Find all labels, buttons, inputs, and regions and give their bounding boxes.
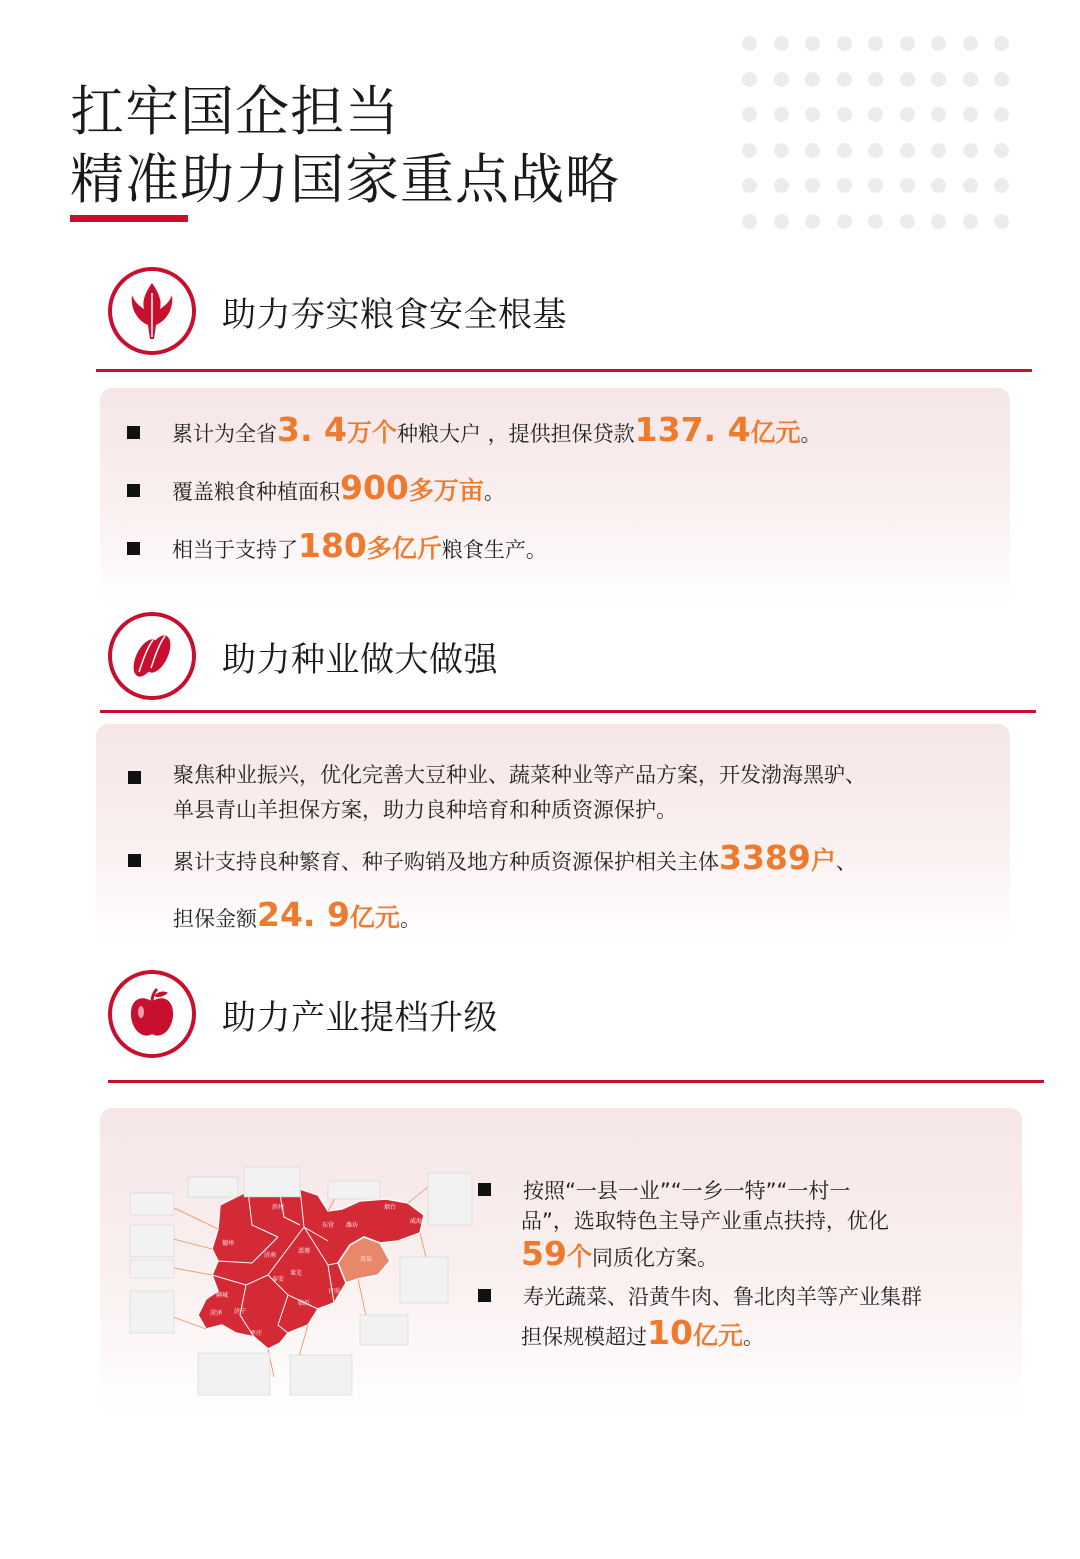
decorative-dot — [963, 72, 978, 87]
map-region-label: 济宁 — [233, 1308, 247, 1315]
decorative-dot — [837, 72, 852, 87]
bullet-square-icon — [128, 771, 141, 784]
map-region-label: 莱芜 — [289, 1270, 303, 1277]
decorative-dot — [868, 143, 883, 158]
section-divider — [108, 1080, 1044, 1083]
decorative-dot — [742, 143, 757, 158]
title-line-2: 精准助力国家重点战略 — [70, 148, 620, 211]
map-region-label: 德州 — [221, 1240, 235, 1247]
highlight-number: 59 — [521, 1234, 567, 1273]
decorative-dot — [774, 36, 789, 51]
bullet-text: 累计为全省 — [172, 422, 277, 446]
section-title: 助力种业做大做强 — [222, 639, 498, 680]
highlight-number: 137. 4 — [634, 410, 751, 449]
decorative-dot — [994, 72, 1009, 87]
decorative-dot — [868, 36, 883, 51]
bullet-square-icon — [127, 542, 140, 555]
highlight-number: 10 — [647, 1313, 693, 1352]
decorative-dot — [805, 72, 820, 87]
section-industry-upgrade-header — [108, 970, 498, 1058]
map-region-label: 淄博 — [297, 1248, 311, 1255]
section-divider — [96, 369, 1032, 372]
decorative-dot — [994, 143, 1009, 158]
highlight-number: 180 — [298, 526, 367, 565]
map-region-label: 烟台 — [383, 1204, 397, 1211]
bullet-item — [127, 468, 505, 507]
decorative-dot — [963, 178, 978, 193]
decorative-dot — [931, 36, 946, 51]
bullet-text: 寿光蔬菜、沿黄牛肉、鲁北肉羊等产业集群 — [523, 1285, 922, 1309]
bullet-square-icon — [128, 854, 141, 867]
decorative-dot — [805, 143, 820, 158]
bullet-text: 、 — [835, 850, 857, 874]
bullet-text: 担保规模超过 — [521, 1325, 647, 1349]
map-region-label: 临沂 — [297, 1300, 311, 1307]
map-region-label: 泰安 — [271, 1276, 285, 1283]
decorative-dot — [837, 143, 852, 158]
bullet-item — [478, 1175, 850, 1205]
decorative-dot — [774, 214, 789, 229]
decorative-dot — [868, 214, 883, 229]
title-line-1: 扛牢国企担当 — [70, 80, 400, 143]
highlight-unit: 万个 — [346, 418, 397, 447]
decorative-dot — [868, 178, 883, 193]
highlight-unit: 多万亩 — [408, 476, 484, 505]
decorative-dot — [963, 36, 978, 51]
bullet-text: 。 — [800, 422, 822, 446]
map-region-label: 聊城 — [215, 1292, 229, 1299]
decorative-dot — [805, 36, 820, 51]
bullet-text: 按照“一县一业”“一乡一特”“一村一 — [523, 1179, 851, 1203]
apple-icon — [108, 970, 196, 1058]
map-region-label: 青岛 — [359, 1256, 373, 1263]
decorative-dot — [868, 107, 883, 122]
bullet-text: 担保金额 — [173, 907, 257, 931]
bullet-text: 覆盖粮食种植面积 — [172, 480, 340, 504]
decorative-dot — [868, 72, 883, 87]
bullet-item-continuation — [173, 895, 421, 934]
decorative-dot — [931, 178, 946, 193]
decorative-dot — [900, 107, 915, 122]
bullet-item-continuation — [521, 1313, 764, 1352]
bullet-square-icon — [127, 426, 140, 439]
map-region-label: 东营 — [321, 1222, 335, 1229]
decorative-dot — [742, 36, 757, 51]
decorative-dot — [774, 143, 789, 158]
bullet-square-icon — [127, 484, 140, 497]
bullet-text: 粮食生产。 — [441, 538, 547, 562]
bullet-item — [478, 1281, 922, 1311]
decorative-dot — [931, 214, 946, 229]
bullet-text: 累计支持良种繁育、种子购销及地方种质资源保护相关主体 — [173, 850, 719, 874]
decorative-dot — [837, 178, 852, 193]
bullet-item — [128, 838, 857, 877]
bullet-item — [128, 758, 988, 828]
bullet-item-continuation — [521, 1234, 718, 1273]
map-region-label: 威海 — [409, 1218, 423, 1225]
decorative-dot — [774, 72, 789, 87]
map-region-label: 潍坊 — [345, 1222, 359, 1229]
decorative-dot — [931, 143, 946, 158]
decorative-dot — [742, 107, 757, 122]
decorative-dot — [805, 107, 820, 122]
decorative-dot — [742, 214, 757, 229]
decorative-dot — [805, 178, 820, 193]
highlight-unit: 户 — [810, 846, 836, 875]
page-title — [70, 78, 620, 214]
shandong-industry-map — [128, 1165, 473, 1400]
bullet-text: 。 — [742, 1325, 764, 1349]
decorative-dot — [931, 72, 946, 87]
highlight-number: 900 — [340, 468, 409, 507]
bullet-item-continuation — [521, 1205, 889, 1235]
highlight-number: 3. 4 — [277, 410, 347, 449]
wheat-leaf-icon — [108, 267, 196, 355]
bullet-item — [127, 526, 547, 565]
decorative-dot — [900, 178, 915, 193]
title-underline — [70, 215, 188, 222]
decorative-dot — [994, 214, 1009, 229]
decorative-dot — [774, 178, 789, 193]
decorative-dot — [994, 36, 1009, 51]
bullet-text: 。 — [399, 907, 421, 931]
decorative-dot — [805, 214, 820, 229]
decorative-dot — [963, 107, 978, 122]
bullet-text: 相当于支持了 — [172, 538, 298, 562]
section-title: 助力夯实粮食安全根基 — [222, 294, 567, 335]
decorative-dot — [900, 143, 915, 158]
section-title: 助力产业提档升级 — [222, 997, 498, 1038]
bullet-text: 品”，选取特色主导产业重点扶持，优化 — [521, 1209, 889, 1233]
bullet-text: 聚焦种业振兴，优化完善大豆种业、蔬菜种业等产品方案，开发渤海黑驴、 — [173, 763, 866, 787]
decorative-dot-grid — [742, 36, 1022, 232]
bullet-text: 。 — [483, 480, 505, 504]
bullet-text: 同质化方案。 — [591, 1246, 718, 1270]
decorative-dot — [994, 178, 1009, 193]
map-region-label: 日照 — [327, 1288, 341, 1295]
section-divider — [100, 710, 1036, 713]
highlight-unit: 多亿斤 — [366, 534, 442, 563]
decorative-dot — [963, 143, 978, 158]
map-region-label: 菏泽 — [209, 1310, 223, 1317]
highlight-number: 24. 9 — [257, 895, 350, 934]
seeds-icon — [108, 612, 196, 700]
decorative-dot — [837, 107, 852, 122]
section-seed-industry-header — [108, 612, 498, 700]
bullet-square-icon — [478, 1289, 491, 1302]
decorative-dot — [900, 72, 915, 87]
bullet-text: 单县青山羊担保方案，助力良种培育和种质资源保护。 — [173, 798, 677, 822]
decorative-dot — [774, 107, 789, 122]
decorative-dot — [963, 214, 978, 229]
highlight-unit: 亿元 — [349, 903, 400, 932]
decorative-dot — [900, 36, 915, 51]
decorative-dot — [837, 36, 852, 51]
section-food-security-header — [108, 267, 567, 355]
bullet-text: 种粮大户 ，提供担保贷款 — [396, 422, 635, 446]
decorative-dot — [742, 72, 757, 87]
decorative-dot — [742, 178, 757, 193]
decorative-dot — [931, 107, 946, 122]
highlight-unit: 亿元 — [692, 1321, 743, 1350]
decorative-dot — [837, 214, 852, 229]
map-region-label: 滨州 — [271, 1204, 285, 1211]
decorative-dot — [994, 107, 1009, 122]
map-region-label: 枣庄 — [249, 1330, 263, 1337]
map-region-label: 济南 — [263, 1252, 277, 1259]
bullet-square-icon — [478, 1183, 491, 1196]
decorative-dot — [900, 214, 915, 229]
bullet-item — [127, 410, 822, 449]
highlight-unit: 个 — [566, 1242, 592, 1271]
highlight-unit: 亿元 — [750, 418, 801, 447]
highlight-number: 3389 — [719, 838, 811, 877]
